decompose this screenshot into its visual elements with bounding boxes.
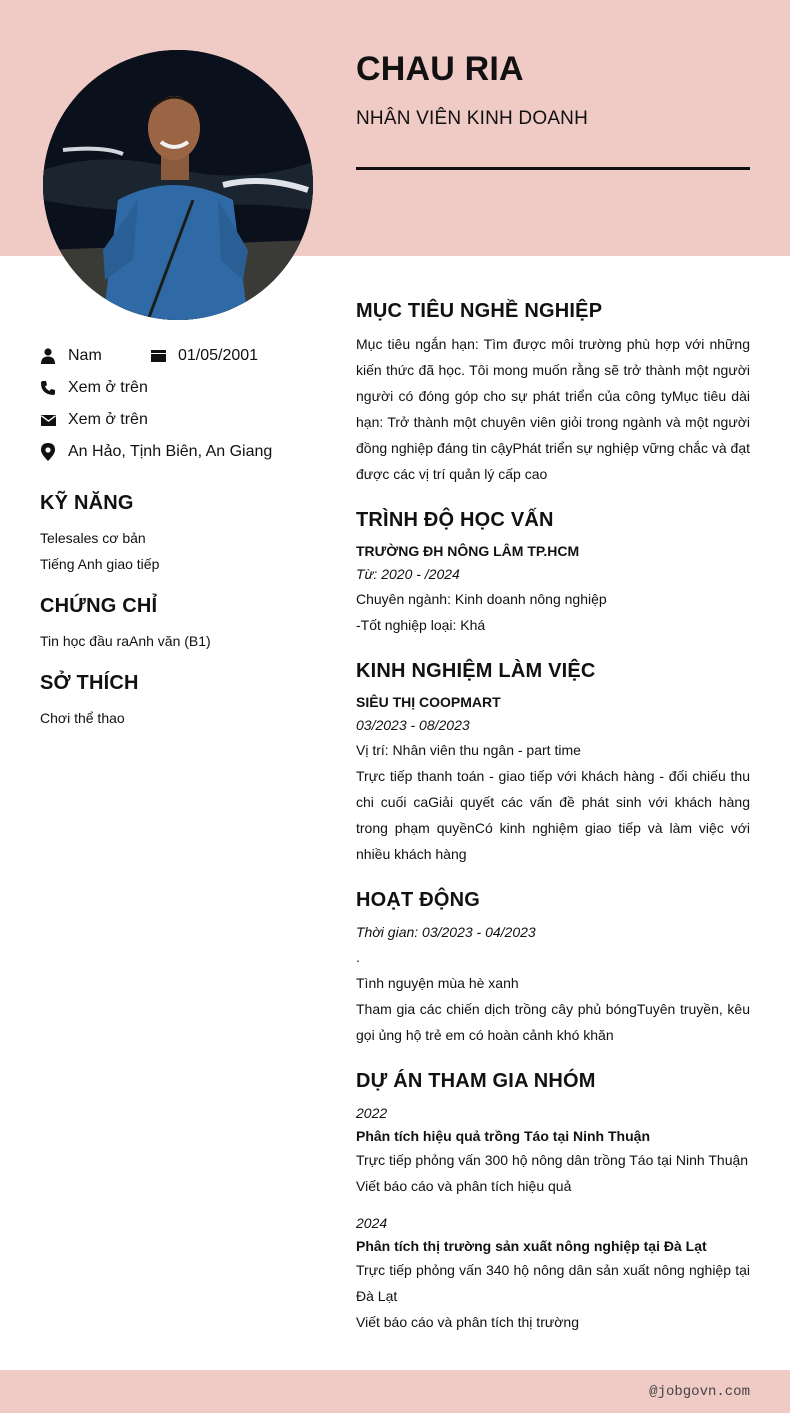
objective-section <box>356 300 750 487</box>
project-line: Trực tiếp phỏng vấn 300 hộ nông dân trồng Táo tại Ninh Thuận <box>356 1152 749 1168</box>
email-value: Xem ở trên <box>68 411 148 428</box>
project-year: 2022 <box>356 1105 388 1121</box>
title-divider <box>356 167 750 170</box>
birthday-value: 01/05/2001 <box>178 347 259 364</box>
activities-title: HOẠT ĐỘNG <box>356 889 481 911</box>
company-name: SIÊU THỊ COOPMART <box>356 694 501 710</box>
certificates-section <box>40 595 330 654</box>
experience-section <box>356 660 750 867</box>
education-section <box>356 509 750 638</box>
mail-icon <box>40 412 56 428</box>
project-name: Phân tích hiệu quả trồng Táo tại Ninh Thuận <box>356 1128 650 1144</box>
list-item: Tiếng Anh giao tiếp <box>40 556 160 572</box>
phone-icon <box>40 380 56 396</box>
education-period: Từ: 2020 - /2024 <box>356 566 460 582</box>
list-item: Telesales cơ bản <box>40 530 146 546</box>
activities-section <box>356 889 750 1048</box>
location-pin-icon <box>40 444 56 460</box>
address-item <box>40 443 272 461</box>
project-year: 2024 <box>356 1215 388 1231</box>
activities-period: Thời gian: 03/2023 - 04/2023 <box>356 924 536 940</box>
candidate-name: CHAU RIA <box>356 50 524 88</box>
objective-text: Mục tiêu ngắn hạn: Tìm được môi trường phù hợp với những kiến thức đã học. Tôi mong muốn rằng sẽ trở thành một người người có đóng góp cho sự phát triển của công tyMục tiêu dài hạn: Trở thành một chuyên viên giỏi trong ngành và một người đồng nghiệp đáng tin cậyPhát triển sự nghiệp vững chắc và đạt được các vị trí quản lý cấp cao <box>356 336 750 482</box>
info-row-email <box>40 404 330 436</box>
address-value: An Hảo, Tịnh Biên, An Giang <box>68 443 273 460</box>
email-item <box>40 411 148 429</box>
project-item <box>356 1211 750 1335</box>
objective-title: MỤC TIÊU NGHỀ NGHIỆP <box>356 300 603 322</box>
project-line: Viết báo cáo và phân tích hiệu quả <box>356 1178 572 1194</box>
birthday-item <box>150 347 258 365</box>
experience-line: Vị trí: Nhân viên thu ngân - part time <box>356 742 581 758</box>
list-item: Chơi thể thao <box>40 710 125 726</box>
projects-title: DỰ ÁN THAM GIA NHÓM <box>356 1070 596 1092</box>
activities-line: Tham gia các chiến dịch trồng cây phủ bóngTuyên truyền, kêu gọi ủng hộ trẻ em có hoàn cảnh khó khăn <box>356 1001 750 1043</box>
hobbies-list <box>40 705 330 731</box>
education-line: -Tốt nghiệp loại: Khá <box>356 617 486 633</box>
info-row-gender-birthday <box>40 340 330 372</box>
project-name: Phân tích thị trường sản xuất nông nghiệp tại Đà Lạt <box>356 1238 707 1254</box>
hobbies-title: SỞ THÍCH <box>40 672 139 694</box>
list-item: Tin học đầu raAnh văn (B1) <box>40 633 211 649</box>
project-item <box>356 1101 750 1199</box>
skills-section <box>40 492 330 577</box>
project-line: Trực tiếp phỏng vấn 340 hộ nông dân sản xuất nông nghiệp tại Đà Lạt <box>356 1262 750 1304</box>
info-row-address <box>40 436 330 468</box>
certificates-list <box>40 628 330 654</box>
calendar-icon <box>150 348 166 364</box>
info-row-phone <box>40 372 330 404</box>
activities-line: Tình nguyện mùa hè xanh <box>356 975 519 991</box>
skills-list <box>40 525 330 577</box>
experience-title: KINH NGHIỆM LÀM VIỆC <box>356 660 596 682</box>
school-name: TRƯỜNG ĐH NÔNG LÂM TP.HCM <box>356 543 580 559</box>
right-column <box>356 300 750 1357</box>
profile-photo <box>43 50 313 320</box>
phone-value: Xem ở trên <box>68 379 148 396</box>
footer-watermark: @jobgovn.com <box>649 1384 750 1400</box>
left-column <box>40 340 330 731</box>
education-title: TRÌNH ĐỘ HỌC VẤN <box>356 509 554 531</box>
certificates-title: CHỨNG CHỈ <box>40 595 158 617</box>
project-line: Viết báo cáo và phân tích thị trường <box>356 1314 579 1330</box>
hobbies-section <box>40 672 330 731</box>
job-title: NHÂN VIÊN KINH DOANH <box>356 108 589 129</box>
skills-title: KỸ NĂNG <box>40 492 134 514</box>
education-line: Chuyên ngành: Kinh doanh nông nghiệp <box>356 591 607 607</box>
person-icon <box>40 348 56 364</box>
phone-item <box>40 379 148 397</box>
experience-period: 03/2023 - 08/2023 <box>356 717 470 733</box>
activities-line: . <box>356 949 360 965</box>
gender-item <box>40 347 150 365</box>
gender-value: Nam <box>68 347 102 364</box>
experience-line: Trực tiếp thanh toán - giao tiếp với khách hàng - đối chiếu thu chi cuối caGiải quyết các vấn đề phát sinh với khách hàng trong phạm quyềnCó kinh nghiệm giao tiếp và làm việc với nhiều khách hàng <box>356 768 750 862</box>
projects-section <box>356 1070 750 1335</box>
